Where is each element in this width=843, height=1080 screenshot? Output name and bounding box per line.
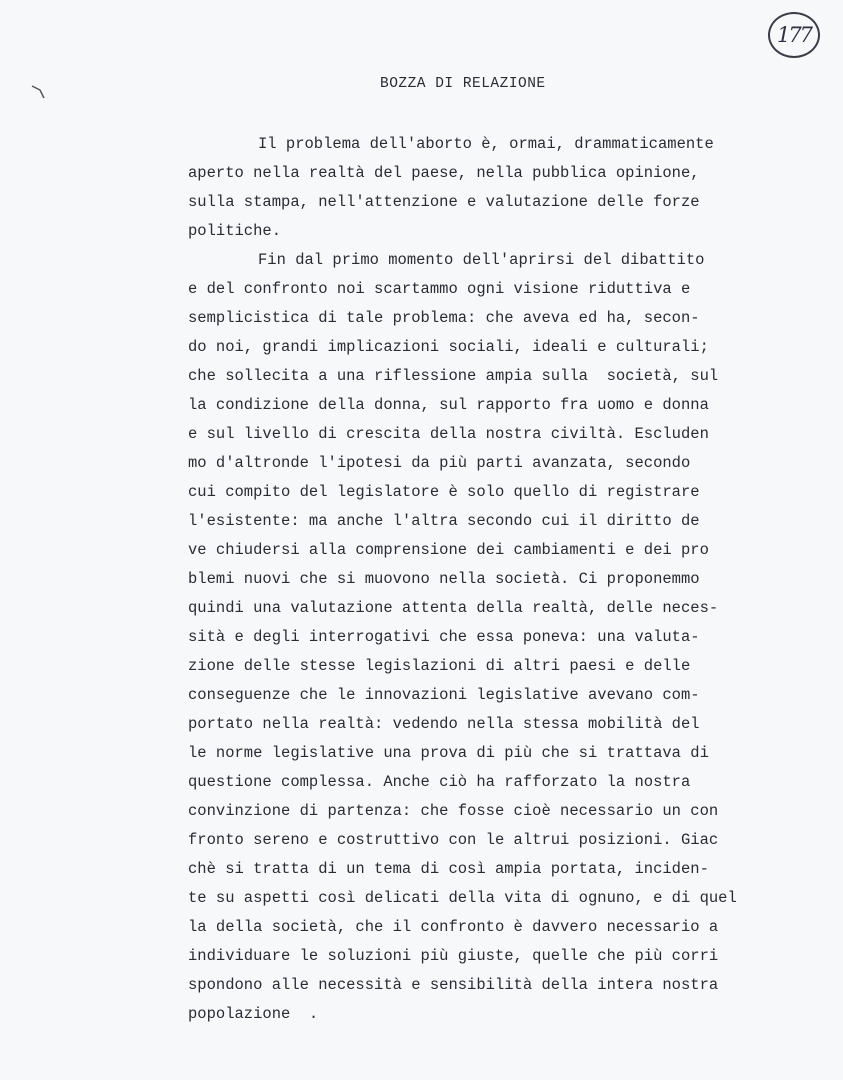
text-line: fronto sereno e costruttivo con le altrui posizioni. Giac (188, 831, 719, 849)
text-line: sulla stampa, nell'attenzione e valutazione delle forze (188, 193, 700, 211)
text-line: questione complessa. Anche ciò ha rafforzato la nostra (188, 773, 691, 791)
text-line: politiche. (188, 222, 282, 240)
text-line: le norme legislative una prova di più che si trattava di (188, 744, 709, 762)
text-line: l'esistente: ma anche l'altra secondo cui il diritto de (188, 512, 700, 530)
text-line: semplicistica di tale problema: che aveva ed ha, secon- (188, 309, 700, 327)
text-line: te su aspetti così delicati della vita di ognuno, e di quel (188, 889, 737, 907)
text-line: mo d'altronde l'ipotesi da più parti avanzata, secondo (188, 454, 691, 472)
pencil-mark-icon (30, 82, 52, 104)
text-line: aperto nella realtà del paese, nella pubblica opinione, (188, 164, 700, 182)
text-line: conseguenze che le innovazioni legislative avevano com- (188, 686, 700, 704)
text-line: do noi, grandi implicazioni sociali, ideali e culturali; (188, 338, 709, 356)
text-line: individuare le soluzioni più giuste, quelle che più corri (188, 947, 719, 965)
text-line: convinzione di partenza: che fosse cioè necessario un con (188, 802, 719, 820)
text-line: la condizione della donna, sul rapporto fra uomo e donna (188, 396, 709, 414)
text-line: Fin dal primo momento dell'aprirsi del dibattito (258, 251, 705, 269)
text-line: quindi una valutazione attenta della realtà, delle neces- (188, 599, 719, 617)
text-line: sità e degli interrogativi che essa poneva: una valuta- (188, 628, 700, 646)
text-line: chè si tratta di un tema di così ampia portata, inciden- (188, 860, 709, 878)
text-line: che sollecita a una riflessione ampia sulla società, sul (188, 367, 719, 385)
text-line: e sul livello di crescita della nostra civiltà. Escluden (188, 425, 709, 443)
text-line: zione delle stesse legislazioni di altri paesi e delle (188, 657, 691, 675)
page-number-stamp: 177 (768, 12, 820, 58)
text-line: Il problema dell'aborto è, ormai, drammaticamente (258, 135, 714, 153)
text-line: ve chiudersi alla comprensione dei cambiamenti e dei pro (188, 541, 709, 559)
document-title: BOZZA DI RELAZIONE (380, 76, 546, 92)
text-line: e del confronto noi scartammo ogni visione riduttiva e (188, 280, 691, 298)
text-line: blemi nuovi che si muovono nella società. Ci proponemmo (188, 570, 700, 588)
text-line: spondono alle necessità e sensibilità della intera nostra (188, 976, 719, 994)
text-line: portato nella realtà: vedendo nella stessa mobilità del (188, 715, 700, 733)
text-line: cui compito del legislatore è solo quello di registrare (188, 483, 700, 501)
text-line: popolazione . (188, 1005, 319, 1023)
text-line: la della società, che il confronto è davvero necessario a (188, 918, 719, 936)
